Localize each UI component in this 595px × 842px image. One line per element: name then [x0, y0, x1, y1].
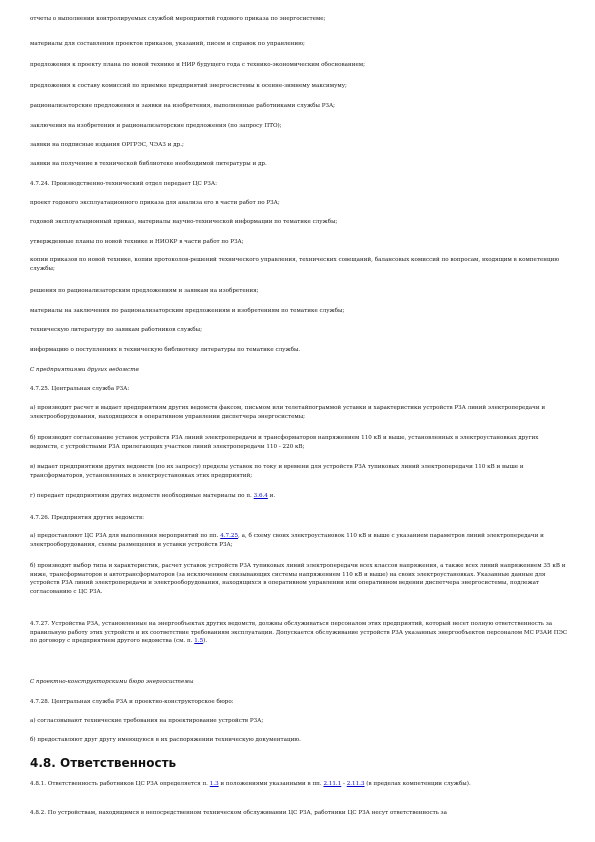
cross-reference-link[interactable]: 1.3: [209, 781, 219, 787]
paragraph: заключения на изобретения и рационализаторские предложения (по запросу ПТО);: [30, 123, 282, 129]
paragraph: копии приказов по новой технике, копии протоколов-решений технического управления, технических совещаний, балансовых комиссий по вопросам, входящим в компетенцию службы;: [30, 257, 560, 272]
paragraph: годовой эксплуатационный приказ, материалы научно-технической информации по тематике службы;: [30, 219, 338, 225]
paragraph: предложения к составу комиссий по приемке предприятий энергосистемы к осенне-зимнему максимуму;: [30, 83, 347, 89]
cross-reference-link[interactable]: 2.11.3: [346, 781, 365, 787]
paragraph: решения по рационализаторским предложениям и заявкам на изобретения;: [30, 288, 259, 294]
section-item-heading: 4.7.25. Центральная служба РЗА:: [30, 386, 130, 392]
paragraph: в) выдает предприятиям других ведомств (по их запросу) пределы уставок по току и времени для устройств РЗА тупиковых линий электропередачи 110 кВ и выше и трансформаторов, установленных в электроустановках этих предприятий;: [30, 464, 524, 479]
paragraph: предложения к проекту плана по новой технике и НИР будущего года с технико-экономическим обоснованием;: [30, 62, 365, 68]
paragraph: проект годового эксплуатационного приказа для анализа его в части работ по РЗА;: [30, 200, 280, 206]
cross-reference-link[interactable]: 2.11.1: [323, 781, 342, 787]
paragraph: техническую литературу по заявкам работников службы;: [30, 327, 202, 333]
section-item-heading: 4.7.24. Производственно-технический отдел передает ЦС РЗА:: [30, 181, 217, 187]
paragraph: а) согласовывают технические требования на проектирование устройств РЗА;: [30, 718, 264, 724]
section-item-heading: 4.7.26. Предприятия других ведомств:: [30, 515, 145, 521]
paragraph: а) предоставляют ЦС РЗА для выполнения мероприятий по пп. 4.7.25, а, б схему своих электроустановок 110 кВ и выше с указанием параметров линий электропередачи и электрооборудования, схемы размещения и уставки устройств РЗА;: [30, 533, 544, 548]
paragraph: утвержденные планы по новой технике и НИОКР в части работ по РЗА;: [30, 239, 244, 245]
paragraph: информацию о поступлениях в техническую библиотеку литературы по тематике службы.: [30, 347, 301, 353]
paragraph: материалы для составления проектов приказов, указаний, писем и справок по управлению;: [30, 41, 305, 47]
paragraph: материалы на заключения по рационализаторским предложениям и изобретениям по тематике службы;: [30, 308, 345, 314]
paragraph: 4.7.27. Устройства РЗА, установленные на энергообъектах других ведомств, должны обслуживаться персоналом этих предприятий, который несет полную ответственность за правильную работу этих устройств и их соответствие требованиям эксплуатации. Допускается обслуживание устройств РЗА указанных энергообъектов персоналом МС РЗАИ ПЭС по договору с предприятием другого ведомства (см. п. 1.5).: [30, 621, 568, 645]
paragraph: заявки на подписные издания ОРГРЭС, ЧЭАЗ и др.;: [30, 142, 184, 148]
cross-reference-link[interactable]: 4.7.25: [220, 533, 239, 539]
cross-reference-link[interactable]: 1.5: [194, 638, 204, 645]
subsection-title: С предприятиями других ведомств: [30, 367, 139, 373]
paragraph: г) передает предприятиям других ведомств необходимые материалы по п. 3.6.4 и.: [30, 493, 276, 499]
section-item-heading: 4.7.28. Центральная служба РЗА и проектно-конструкторское бюро:: [30, 699, 234, 705]
paragraph: б) производит согласование уставок устройств РЗА линий электропередачи и трансформаторов напряжением 110 кВ и выше, установленных в электроустановках других ведомств, с устройствами РЗА прилегающих участков линий электропередачи 110 - 220 кВ;: [30, 435, 539, 450]
paragraph: рационализаторские предложения и заявки на изобретения, выполненные работниками службы РЗА;: [30, 103, 336, 109]
paragraph: заявки на получение в технической библиотеке необходимой литературы и др.: [30, 161, 267, 167]
paragraph: б) производят выбор типа и характеристик, расчет уставок устройств РЗА тупиковых линий электропередачи всех классов напряжения, а также всех линий напряжением 35 кВ и ниже, трансформаторов и автотрансформаторов (за исключением связывающих системы напряжением 110 кВ и выше) на своих электроустановках. Указанные данные для устройств РЗА линий электропередачи и электрооборудования, находящихся в оперативном управлении или оперативном ведении диспетчера энергосистемы, подлежат согласованию с ЦС РЗА.: [30, 563, 566, 595]
paragraph: 4.8.1. Ответственность работников ЦС РЗА определяется п. 1.3 и положениями указанными в пп. 2.11.1 - 2.11.3 (в пределах компетенции службы).: [30, 781, 471, 787]
subsection-title: С проектно-конструкторскими бюро энергосистемы: [30, 679, 194, 685]
paragraph: а) производит расчет и выдает предприятиям других ведомств факсом, письмом или телетайпограммой уставки и характеристики устройств РЗА линий электропередачи и электрооборудования, находящихся в оперативном управлении диспетчера энергосистемы;: [30, 405, 546, 420]
paragraph: б) предоставляют друг другу имеющуюся в их распоряжении техническую документацию.: [30, 737, 301, 743]
paragraph: 4.8.2. По устройствам, находящимся в непосредственном техническом обслуживании ЦС РЗА, работники ЦС РЗА несут ответственность за: [30, 810, 447, 816]
cross-reference-link[interactable]: 3.6.4: [253, 493, 268, 499]
paragraph: отчеты о выполнении контролируемых службой мероприятий годового приказа по энергосистеме;: [30, 16, 326, 22]
section-heading: 4.8. Ответственность: [30, 756, 177, 770]
